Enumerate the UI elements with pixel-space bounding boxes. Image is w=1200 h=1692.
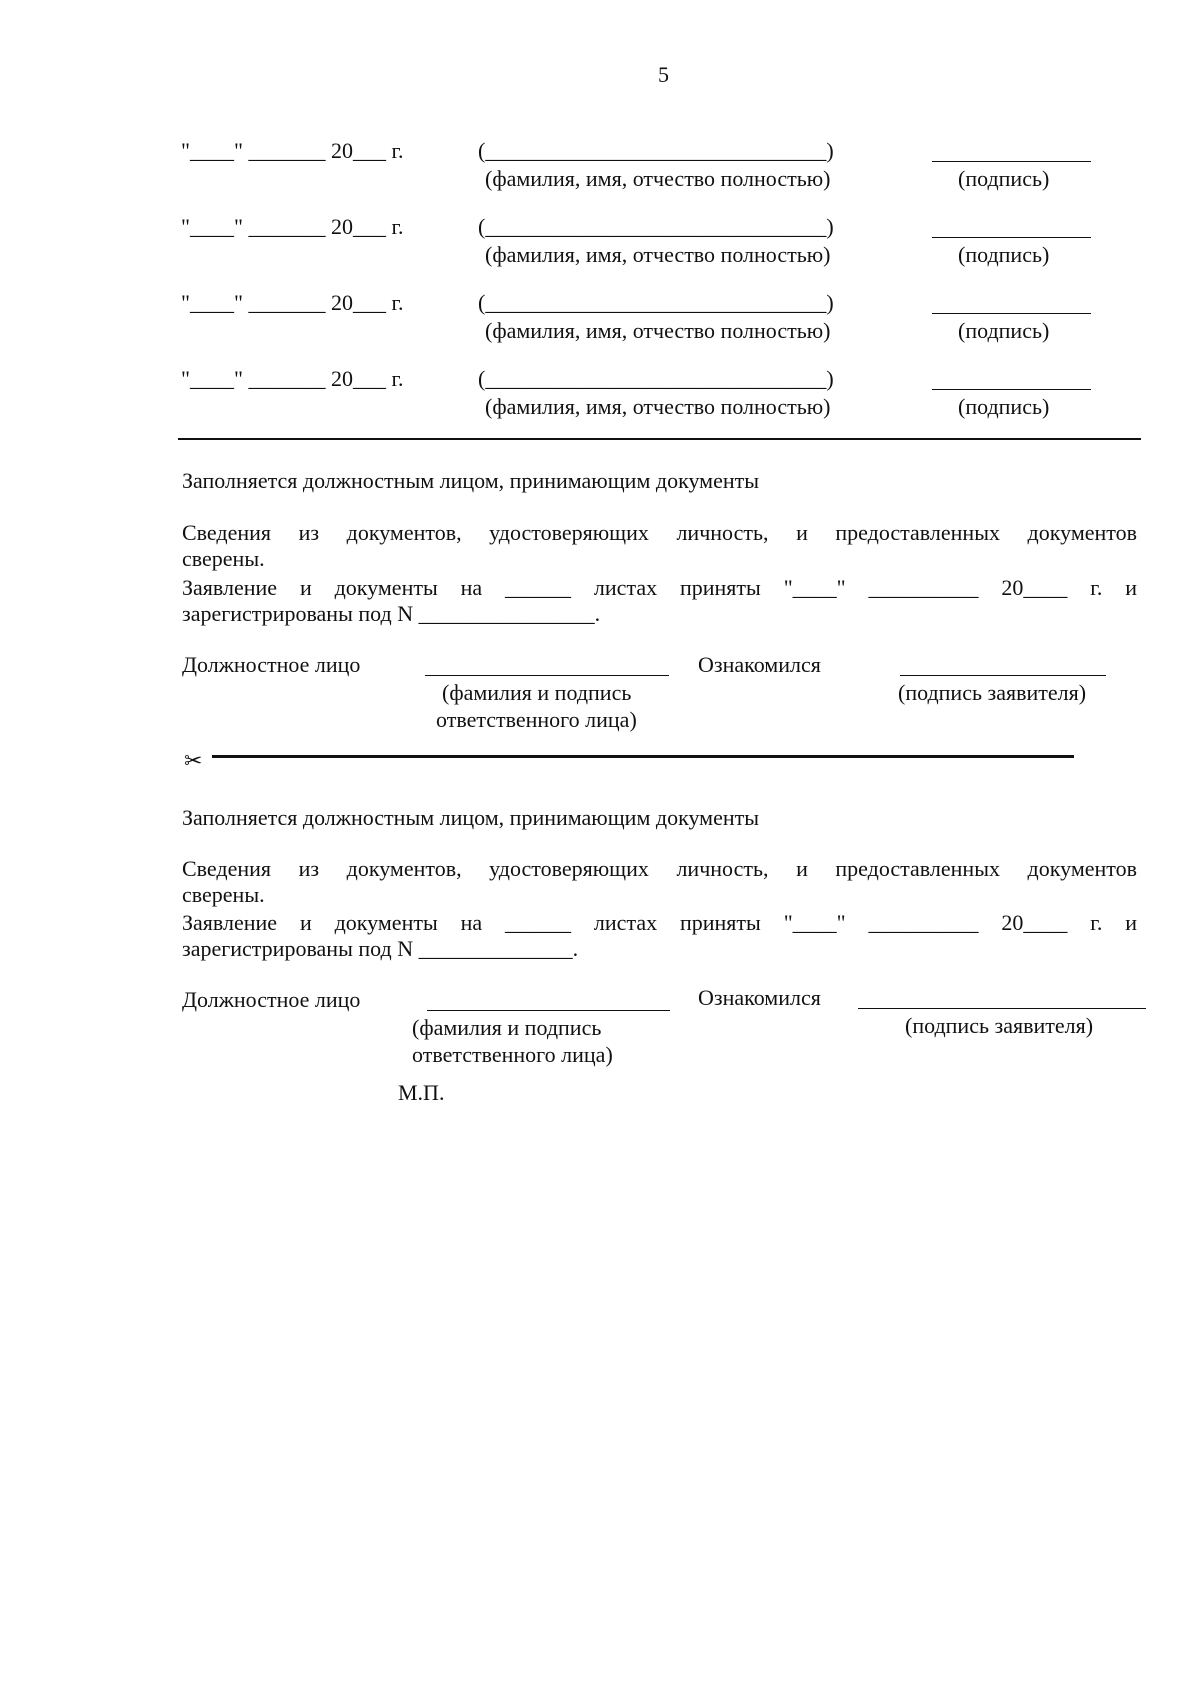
date-field[interactable]: "____" _______ 20___ г. xyxy=(181,138,404,163)
fio-caption: (фамилия, имя, отчество полностью) xyxy=(485,166,831,191)
fio-field[interactable]: (_______________________________) xyxy=(478,366,834,391)
block1-acquainted-label: Ознакомился xyxy=(698,652,821,677)
block1-official-caption: ответственного лица) xyxy=(436,707,637,732)
date-field[interactable]: "____" _______ 20___ г. xyxy=(181,366,404,391)
section-divider xyxy=(178,438,1141,440)
fio-field[interactable]: (_______________________________) xyxy=(478,290,834,315)
signature-caption: (подпись) xyxy=(958,242,1050,267)
date-field[interactable]: "____" _______ 20___ г. xyxy=(181,214,404,239)
scissors-icon: ✂ xyxy=(184,748,203,773)
block1-verified-line1: Сведения из документов, удостоверяющих личность, и предоставленных документов xyxy=(182,520,1137,545)
signature-caption: (подпись) xyxy=(958,318,1050,343)
block2-accepted-line1[interactable]: Заявление и документы на ______ листах приняты "____" __________ 20____ г. и xyxy=(182,910,1137,935)
block2-verified-line2: сверены. xyxy=(182,882,265,907)
block1-official-caption: (фамилия и подпись xyxy=(442,680,632,705)
signature-field[interactable] xyxy=(932,313,1091,314)
fio-caption: (фамилия, имя, отчество полностью) xyxy=(485,242,831,267)
block1-official-label: Должностное лицо xyxy=(182,652,361,677)
block1-applicant-signature-field[interactable] xyxy=(900,675,1106,676)
date-field[interactable]: "____" _______ 20___ г. xyxy=(181,290,404,315)
cut-line xyxy=(212,755,1074,758)
fio-field[interactable]: (_______________________________) xyxy=(478,138,834,163)
block2-official-caption: ответственного лица) xyxy=(412,1042,613,1067)
fio-caption: (фамилия, имя, отчество полностью) xyxy=(485,394,831,419)
signature-field[interactable] xyxy=(932,161,1091,162)
block1-official-signature-field[interactable] xyxy=(425,675,669,676)
block2-accepted-line2[interactable]: зарегистрированы под N ______________. xyxy=(182,936,579,961)
signature-caption: (подпись) xyxy=(958,166,1050,191)
block1-accepted-line1[interactable]: Заявление и документы на ______ листах приняты "____" __________ 20____ г. и xyxy=(182,575,1137,600)
block2-applicant-signature-field[interactable] xyxy=(858,1008,1146,1009)
block1-verified-line2: сверены. xyxy=(182,546,265,571)
signature-caption: (подпись) xyxy=(958,394,1050,419)
block1-applicant-caption: (подпись заявителя) xyxy=(898,680,1087,705)
fio-caption: (фамилия, имя, отчество полностью) xyxy=(485,318,831,343)
block2-official-label: Должностное лицо xyxy=(182,987,361,1012)
signature-field[interactable] xyxy=(932,237,1091,238)
block1-heading: Заполняется должностным лицом, принимающим документы xyxy=(182,468,760,493)
block2-applicant-caption: (подпись заявителя) xyxy=(905,1013,1094,1038)
block2-verified-line1: Сведения из документов, удостоверяющих личность, и предоставленных документов xyxy=(182,856,1137,881)
fio-field[interactable]: (_______________________________) xyxy=(478,214,834,239)
signature-field[interactable] xyxy=(932,389,1091,390)
block2-acquainted-label: Ознакомился xyxy=(698,985,821,1010)
block2-official-caption: (фамилия и подпись xyxy=(412,1015,602,1040)
seal-mark: М.П. xyxy=(398,1080,445,1105)
block2-heading: Заполняется должностным лицом, принимающим документы xyxy=(182,805,760,830)
block2-official-signature-field[interactable] xyxy=(427,1010,670,1011)
block1-accepted-line2[interactable]: зарегистрированы под N ________________. xyxy=(182,601,601,626)
page-number: 5 xyxy=(658,62,669,87)
